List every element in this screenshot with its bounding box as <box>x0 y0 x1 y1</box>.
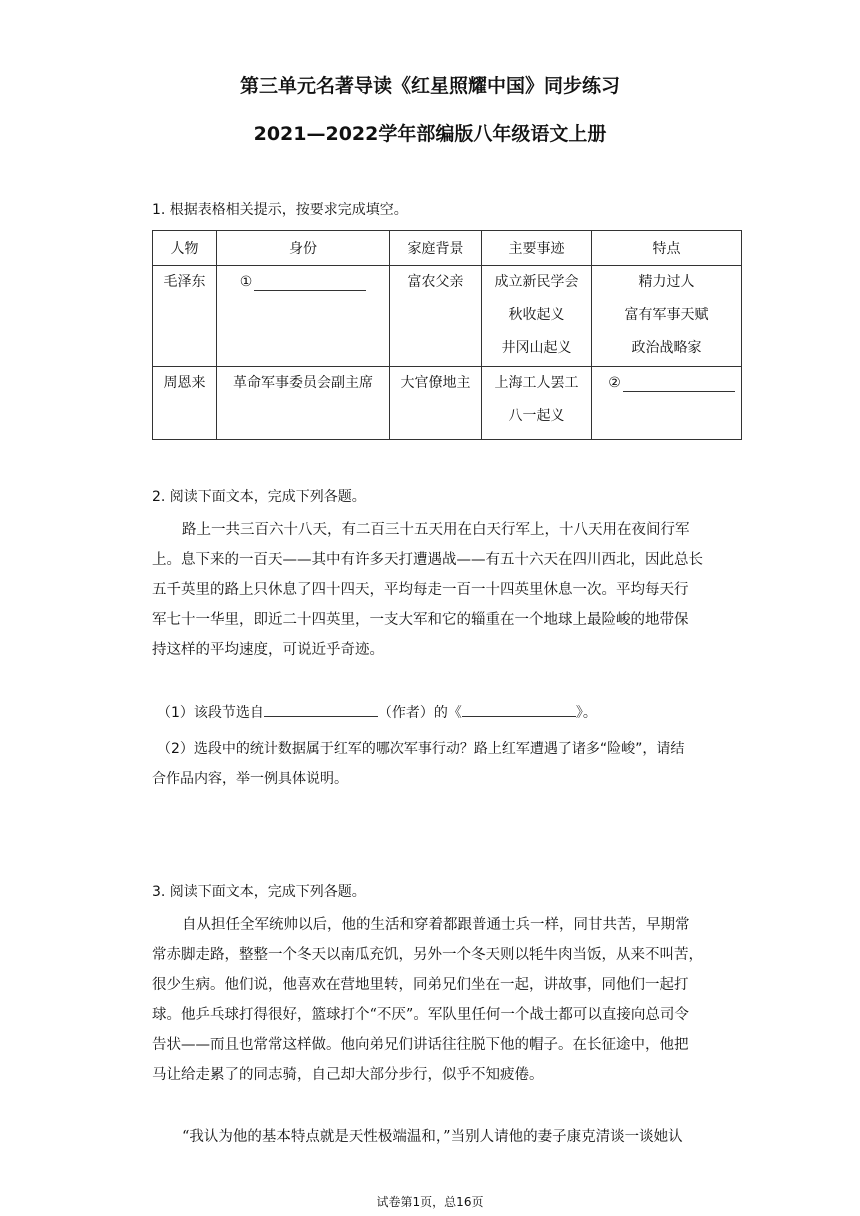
passage-line: 很少生病。他们说，他喜欢在营地里转，同弟兄们坐在一起，讲故事，同他们一起打 <box>152 977 689 993</box>
page-footer: 试卷第1页，总16页 <box>376 1195 484 1209</box>
table-header-cell: 主要事迹 <box>482 231 592 266</box>
passage-line: 五千英里的路上只休息了四十四天，平均每走一百一十四英里休息一次。平均每天行 <box>152 582 689 598</box>
passage-line: 路上一共三百六十八天，有二百三十五天用在白天行军上，十八天用在夜间行军 <box>182 522 690 538</box>
passage-line: 自从担任全军统帅以后，他的生活和穿着都跟普通士兵一样，同甘共苦，早期常 <box>182 917 690 933</box>
fill-blank[interactable] <box>623 375 735 392</box>
table-cell-traits <box>592 367 742 440</box>
sub-question-text: （1）该段节选自 <box>157 705 264 721</box>
table-cell-deeds: 上海工人罢工 八一起义 <box>482 367 592 440</box>
book-title-blank[interactable] <box>462 699 576 717</box>
table-header-cell: 特点 <box>592 231 742 266</box>
passage-line: 告状——而且也常常这样做。他向弟兄们讲话往往脱下他的帽子。在长征途中，他把 <box>152 1037 689 1053</box>
table-cell-identity: 革命军事委员会副主席 <box>217 367 390 440</box>
blank-marker: ① <box>239 274 253 290</box>
passage-line: 常赤脚走路，整整一个冬天以南瓜充饥，另外一个冬天则以牦牛肉当饭，从来不叫苦， <box>152 947 703 963</box>
fill-blank[interactable] <box>254 274 366 291</box>
question-3-passage-2 <box>152 1122 742 1152</box>
author-blank[interactable] <box>264 699 378 717</box>
passage-line: 军七十一华里，即近二十四英里，一支大军和它的辎重在一个地球上最险峻的地带保 <box>152 612 689 628</box>
question-2-heading: 2. 阅读下面文本，完成下列各题。 <box>152 489 366 505</box>
question-2-passage <box>152 515 742 665</box>
table-row <box>153 367 742 440</box>
sub-question-text: （作者）的《 <box>377 705 462 721</box>
table-cell-traits: 精力过人 富有军事天赋 政治战略家 <box>592 266 742 367</box>
passage-line: 持这样的平均速度，可说近乎奇迹。 <box>152 642 384 658</box>
question-2-sub-2 <box>152 734 685 794</box>
table-cell-identity <box>217 266 390 367</box>
question-3-heading: 3. 阅读下面文本，完成下列各题。 <box>152 884 366 900</box>
passage-line: 马让给走累了的同志骑，自己却大部分步行，似乎不知疲倦。 <box>152 1067 544 1083</box>
passage-line: 球。他乒乓球打得很好，篮球打个“不厌”。军队里任何一个战士都可以直接向总司令 <box>152 1007 689 1023</box>
table-cell-background: 大官僚地主 <box>390 367 482 440</box>
question-2-sub-1 <box>157 698 597 728</box>
document-title: 第三单元名著导读《红星照耀中国》同步练习 <box>239 75 620 97</box>
sub-question-line: 合作品内容，举一例具体说明。 <box>152 771 348 787</box>
table-header-cell: 家庭背景 <box>390 231 482 266</box>
character-table <box>152 230 742 440</box>
question-3-passage <box>152 910 742 1090</box>
table-cell-background: 富农父亲 <box>390 266 482 367</box>
question-1-heading: 1. 根据表格相关提示，按要求完成填空。 <box>152 202 408 218</box>
sub-question-text: 》。 <box>575 705 597 721</box>
passage-line: 上。息下来的一百天——其中有许多天打遭遇战——有五十六天在四川西北，因此总长 <box>152 552 703 568</box>
sub-question-line: （2）选段中的统计数据属于红军的哪次军事行动？路上红军遭遇了诸多“险峻”，请结 <box>157 741 685 757</box>
table-cell-person: 毛泽东 <box>153 266 217 367</box>
document-subtitle: 2021—2022学年部编版八年级语文上册 <box>253 123 607 145</box>
table-header-row <box>153 231 742 266</box>
table-cell-person: 周恩来 <box>153 367 217 440</box>
table-row <box>153 266 742 367</box>
table-header-cell: 身份 <box>217 231 390 266</box>
blank-marker: ② <box>608 375 621 391</box>
table-header-cell: 人物 <box>153 231 217 266</box>
table-cell-deeds: 成立新民学会 秋收起义 井冈山起义 <box>482 266 592 367</box>
passage-line: “我认为他的基本特点就是天性极端温和，”当别人请他的妻子康克清谈一谈她认 <box>182 1129 683 1145</box>
